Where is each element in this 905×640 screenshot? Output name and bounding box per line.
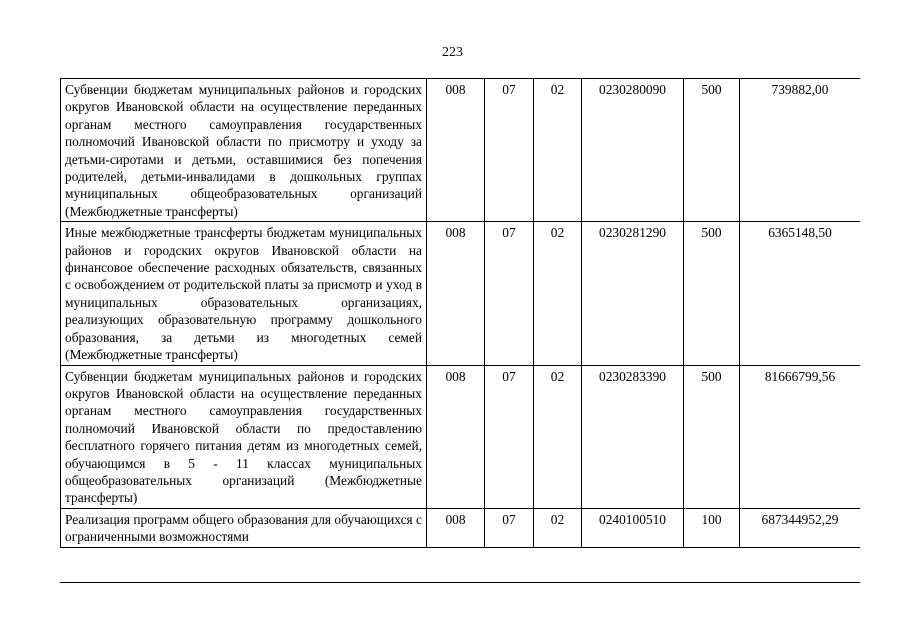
- row-subsection-code: 02: [534, 222, 582, 365]
- table-row: [61, 79, 861, 222]
- table-row: [61, 508, 861, 547]
- table-bottom-border: [60, 582, 860, 583]
- budget-table-container: [60, 78, 860, 583]
- row-amount: 6365148,50: [740, 222, 861, 365]
- row-ministry-code: 008: [427, 365, 485, 508]
- row-expense-type-code: 500: [684, 222, 740, 365]
- row-section-code: 07: [485, 79, 534, 222]
- row-ministry-code: 008: [427, 508, 485, 547]
- row-amount: 739882,00: [740, 79, 861, 222]
- row-ministry-code: 008: [427, 222, 485, 365]
- row-target-code: 0230283390: [582, 365, 684, 508]
- row-description: Субвенции бюджетам муниципальных районов и городских округов Ивановской области на осуществление переданных органам местного самоуправления государственных полномочий Ивановской области по предоставлению бесплатного горячего питания детям из многодетных семей, обучающимся в 5 - 11 классах муниципальных общеобразовательных организаций (Межбюджетные трансферты): [61, 365, 427, 508]
- row-section-code: 07: [485, 222, 534, 365]
- row-subsection-code: 02: [534, 79, 582, 222]
- row-section-code: 07: [485, 365, 534, 508]
- row-amount: 81666799,56: [740, 365, 861, 508]
- row-section-code: 07: [485, 508, 534, 547]
- table-row: [61, 222, 861, 365]
- row-amount: 687344952,29: [740, 508, 861, 547]
- row-description: Иные межбюджетные трансферты бюджетам муниципальных районов и городских округов Ивановской области на финансовое обеспечение расходных обязательств, связанных с освобождением от родительской платы за присмотр и уход в муниципальных образовательных организациях, реализующих образовательную программу дошкольного образования, за детьми из многодетных семей (Межбюджетные трансферты): [61, 222, 427, 365]
- row-expense-type-code: 100: [684, 508, 740, 547]
- table-row: [61, 365, 861, 508]
- row-target-code: 0240100510: [582, 508, 684, 547]
- page-number: 223: [442, 45, 463, 60]
- row-description: Реализация программ общего образования для обучающихся с ограниченными возможностями: [61, 508, 427, 547]
- row-ministry-code: 008: [427, 79, 485, 222]
- row-description: Субвенции бюджетам муниципальных районов и городских округов Ивановской области на осуществление переданных органам местного самоуправления государственных полномочий Ивановской области по присмотру и уходу за детьми-сиротами и детьми, оставшимися без попечения родителей, детьми-инвалидами в дошкольных группах муниципальных общеобразовательных организаций (Межбюджетные трансферты): [61, 79, 427, 222]
- row-target-code: 0230281290: [582, 222, 684, 365]
- row-subsection-code: 02: [534, 365, 582, 508]
- row-subsection-code: 02: [534, 508, 582, 547]
- row-target-code: 0230280090: [582, 79, 684, 222]
- row-expense-type-code: 500: [684, 79, 740, 222]
- budget-table: [60, 78, 860, 548]
- row-expense-type-code: 500: [684, 365, 740, 508]
